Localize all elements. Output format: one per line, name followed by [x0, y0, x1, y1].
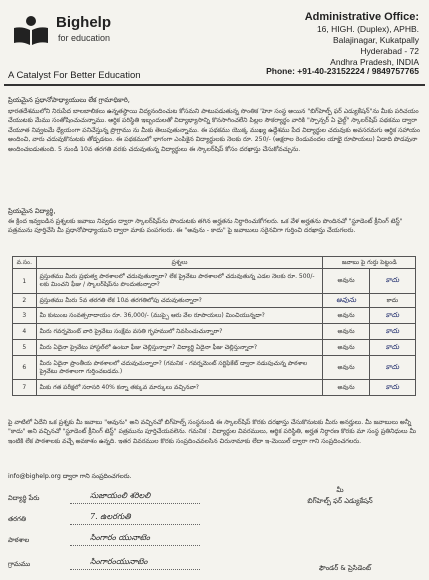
answer-no[interactable]	[369, 324, 415, 340]
table-row	[13, 380, 416, 396]
question-text: మీరు గవర్నమెంట్ వారి ప్రైవేటు సంక్షేమ వసతి గృహములో నివసించుచున్నారా?	[36, 324, 323, 340]
col-header-no: వ.సం.	[13, 257, 37, 269]
address-line: Andhra Pradesh, INDIA	[330, 57, 419, 67]
field-label-student-name: విద్యార్థి పేరు	[8, 494, 40, 502]
field-line	[70, 503, 200, 504]
row-number: 6	[13, 356, 37, 380]
field-line	[70, 524, 200, 525]
answer-yes[interactable]	[323, 380, 369, 396]
field-label-class: తరగతి	[8, 515, 27, 523]
answer-yes[interactable]	[323, 324, 369, 340]
row-number: 4	[13, 324, 37, 340]
table-row	[13, 340, 416, 356]
field-value-village[interactable]: సింగారంయునాటెం	[90, 557, 148, 566]
field-value-school[interactable]: సింగారం యునాటెం	[90, 533, 150, 542]
student-salutation: ప్రియమైన విద్యార్థి,	[8, 207, 56, 215]
no-label: కాదు	[385, 276, 400, 284]
salutation: ప్రియమైన ప్రధానోపాధ్యాయులు లేక గ్రామాధికారి,	[8, 96, 130, 104]
row-number: 3	[13, 308, 37, 324]
signoff-title: ఫౌండర్ & ప్రెసిడెంట్	[318, 564, 372, 572]
answer-no[interactable]	[369, 380, 415, 396]
address-line: Balajinagar, Kukatpally	[332, 35, 419, 45]
yes-label: అవును	[337, 343, 355, 351]
tagline: A Catalyst For Better Education	[8, 70, 141, 81]
row-number: 5	[13, 340, 37, 356]
yes-label: అవును	[337, 277, 355, 284]
no-label: కాదు	[385, 362, 400, 371]
yes-label: అవును	[337, 363, 355, 371]
question-text: మీరు ఏదైనా ప్రాంతీయ పాఠశాలలో చదువుచున్నారా? (గమనిక - గవర్నమెంట్ సర్టిఫికేట్ ద్వారా నడుపుచున్న పాఠశాల ప్రైవేటు పాఠశాలగా గుర్తించబడదు.)	[36, 356, 323, 380]
table-row	[13, 356, 416, 380]
office-address	[219, 10, 419, 68]
eligibility-table	[12, 256, 416, 396]
table-header-row	[13, 257, 416, 269]
closing-paragraph: పై వాటిలో ఏదేని ఒక ప్రశ్నకు మీ జవాబు "అవును" అని వచ్చినచో బిగ్‌హెల్ప్ సంస్థనుండి ఈ స్కాలర్‌షిప్ కొరకు దరఖాస్తు చేసుకొనుటకు మీరు అనర్హులు. మీ జవాబులు అన్నీ "కాదు" అని వచ్చినచో "స్టూడెంట్ క్రీనింగ్ టెస్ట్" పత్రమును పూర్తిచేయవలెను. గమనిక : విద్యార్థుల వివరములు, ఆర్థిక పరిస్థితి, అర్హత నిర్ధారణ కొరకు మా సంస్థ ప్రతినిధులు మీ ఇంటికి లేక పాఠశాలకు వచ్చే అవకాశం ఉన్నది. ఇతర వివరముల కొరకు సంప్రదించవలసిన చిరునామాకు లేదా ఇ-మెయిల్ ద్వారా గాని సంప్రదించగలరు.	[8, 419, 416, 445]
question-text: మీ కుటుంబ సంవత్సరాదాయం రూ. 36,000/- (ముప్పై ఆరు వేల రూపాయలు) మించియున్నదా?	[36, 308, 323, 324]
answer-no[interactable]	[369, 294, 415, 308]
yes-label: అవును	[337, 383, 355, 391]
brand-name: Bighelp	[56, 14, 111, 31]
answer-no[interactable]	[369, 356, 415, 380]
brand-subtitle: for education	[58, 33, 111, 43]
col-header-answer: జవాబు పై గుర్తు పెట్టండి	[323, 257, 416, 269]
address-line: Hyderabad - 72	[360, 46, 419, 56]
instructions-paragraph: ఈ క్రింద ఇవ్వబడిన ప్రశ్నలకు జవాబు నివ్వడం ద్వారా స్కాలర్‌షిప్‌ను పొందుటకు తగిన అర్హతను నిర్ధారించుకోగలరు. ఒక వేళ అర్హతను పొందినచో "స్టూడెంట్ క్రీనింగ్ టెస్ట్" పత్రమును పూర్తిచేసి మీ ప్రధానోపాధ్యాయుని ద్వారా మాకు పంపగలరు. ఈ "అవును - కాదు" పై జవాబులు సరైనవిగా గుర్తించి దరఖాస్తు చేయగలరు.	[8, 218, 403, 235]
yes-label: అవును	[336, 295, 357, 304]
no-label: కాదు	[385, 342, 400, 351]
answer-yes[interactable]	[323, 340, 369, 356]
question-text: ప్రస్తుతము మీరు ప్రభుత్వ పాఠశాలలో చదువుతున్నారా? లేక ప్రైవేటు పాఠశాలలో చదువుతున్న ఎడల నెలకు రూ. 500/-లకు మించని ఫీజు / స్కాలర్‌షిప్‌ను పొందుతున్నారా?	[36, 269, 323, 294]
field-line	[70, 569, 200, 570]
signoff-yours: మీ	[336, 486, 344, 494]
yes-label: అవును	[337, 311, 355, 319]
answer-yes[interactable]	[323, 356, 369, 380]
book-logo-icon	[10, 12, 52, 48]
signoff-org: బిగ్‌హెల్ప్ ఫర్ ఎడ్యుకేషన్	[307, 497, 373, 505]
email-contact: info@bighelp.org ద్వారా గాని సంప్రదించగలరు.	[8, 473, 132, 480]
no-label: కాదు	[385, 326, 400, 335]
answer-no[interactable]	[369, 269, 415, 294]
row-number: 2	[13, 294, 37, 308]
no-label: కాదు	[386, 296, 399, 304]
table-row	[13, 308, 416, 324]
answer-yes[interactable]	[323, 308, 369, 324]
office-title: Administrative Office:	[304, 11, 419, 23]
intro-paragraph: భారతదేశములోని నిరుపేద బాలబాలికలు ఉన్నతస్థాయి విద్యనందించుట కోసమని పాటుపడుతున్న సొంతిక 'హెూ సంస్థ అయిన "బిగ్‌హెల్ప్ ఫర్ ఎడ్యుకేషన్"ను మీకు పరిచయం చేయుటకు మేము సంతోషించుచున్నాము. ఆర్థిక పరిస్థితి ఇబ్బందులతో విద్యాభ్యాసాన్ని కొనసాగించలేని పిల్లల సౌకర్యార్థం వారికి "స్పాన్సర్ ఏ చైల్డ్" స్కాలర్‌షిప్ పథకము ద్వారా చేయూత నివ్వటమే ధ్యేయంగా పనిచేస్తున్న ప్రొగ్రాము ను మీకు తెలుపుతున్నాము. ఈ పథకము యొక్క ముఖ్య ఉద్దేశము పేద విద్యార్థుల చదువుకు అవసరమగు ఆర్థిక సహాయం అందించి, వారు చదువుకొనుటకు తోడ్పడటం. ఈ పథకములో భాగంగా ఎంపికైన విద్యార్థులకు నెలకు రూ. 250/- (అక్షరాల రెండువందల యాభై రూపాయలు) ఏడాది పొడవునా అందించబడుతుంది. 5 నుండి 10వ తరగతి వరకు చదువుతున్న విద్యార్థులు ఈ స్కాలర్‌షిప్ కోసం దరఖాస్తు చేసుకోవచ్చును.	[8, 108, 420, 153]
address-line: 16, HIGH. (Duplex), APHB.	[316, 24, 419, 34]
answer-yes[interactable]	[323, 294, 369, 308]
field-line	[70, 545, 200, 546]
question-text: ప్రస్తుతము మీరు 5వ తరగతి లేక 10వ తరగతిలోపు చదువుతున్నారా?	[36, 294, 323, 308]
header-divider	[4, 84, 425, 86]
letterhead	[0, 0, 429, 92]
field-value-class[interactable]: 7. ఉలరగుతి	[90, 512, 131, 521]
question-text: మీకు గత పరీక్షలో సరాసరి 40% కన్నా తక్కువ మార్కులు వచ్చినవా?	[36, 380, 323, 396]
phone-number: Phone: +91-40-23152224 / 9849757765	[266, 66, 419, 76]
answer-yes[interactable]	[323, 269, 369, 294]
no-label: కాదు	[385, 310, 400, 319]
row-number: 1	[13, 269, 37, 294]
table-row	[13, 294, 416, 308]
answer-no[interactable]	[369, 308, 415, 324]
no-label: కాదు	[385, 382, 400, 391]
row-number: 7	[13, 380, 37, 396]
table-row	[13, 269, 416, 294]
yes-label: అవును	[337, 327, 355, 335]
field-label-village: గ్రామము	[8, 560, 31, 568]
field-value-student-name[interactable]: సుజాయంలి శరిలలి	[90, 491, 151, 500]
field-label-school: పాఠశాల	[8, 536, 30, 544]
col-header-question: ప్రశ్నలు	[36, 257, 323, 269]
table-row	[13, 324, 416, 340]
question-text: మీరు ఏదైనా ప్రైవేటు హాస్టల్‌లో ఉంటూ ఫీజు చెల్లిస్తున్నారా? విద్యార్థి ఏదైనా ఫీజు చెల్లిస్తున్నారా?	[36, 340, 323, 356]
answer-no[interactable]	[369, 340, 415, 356]
